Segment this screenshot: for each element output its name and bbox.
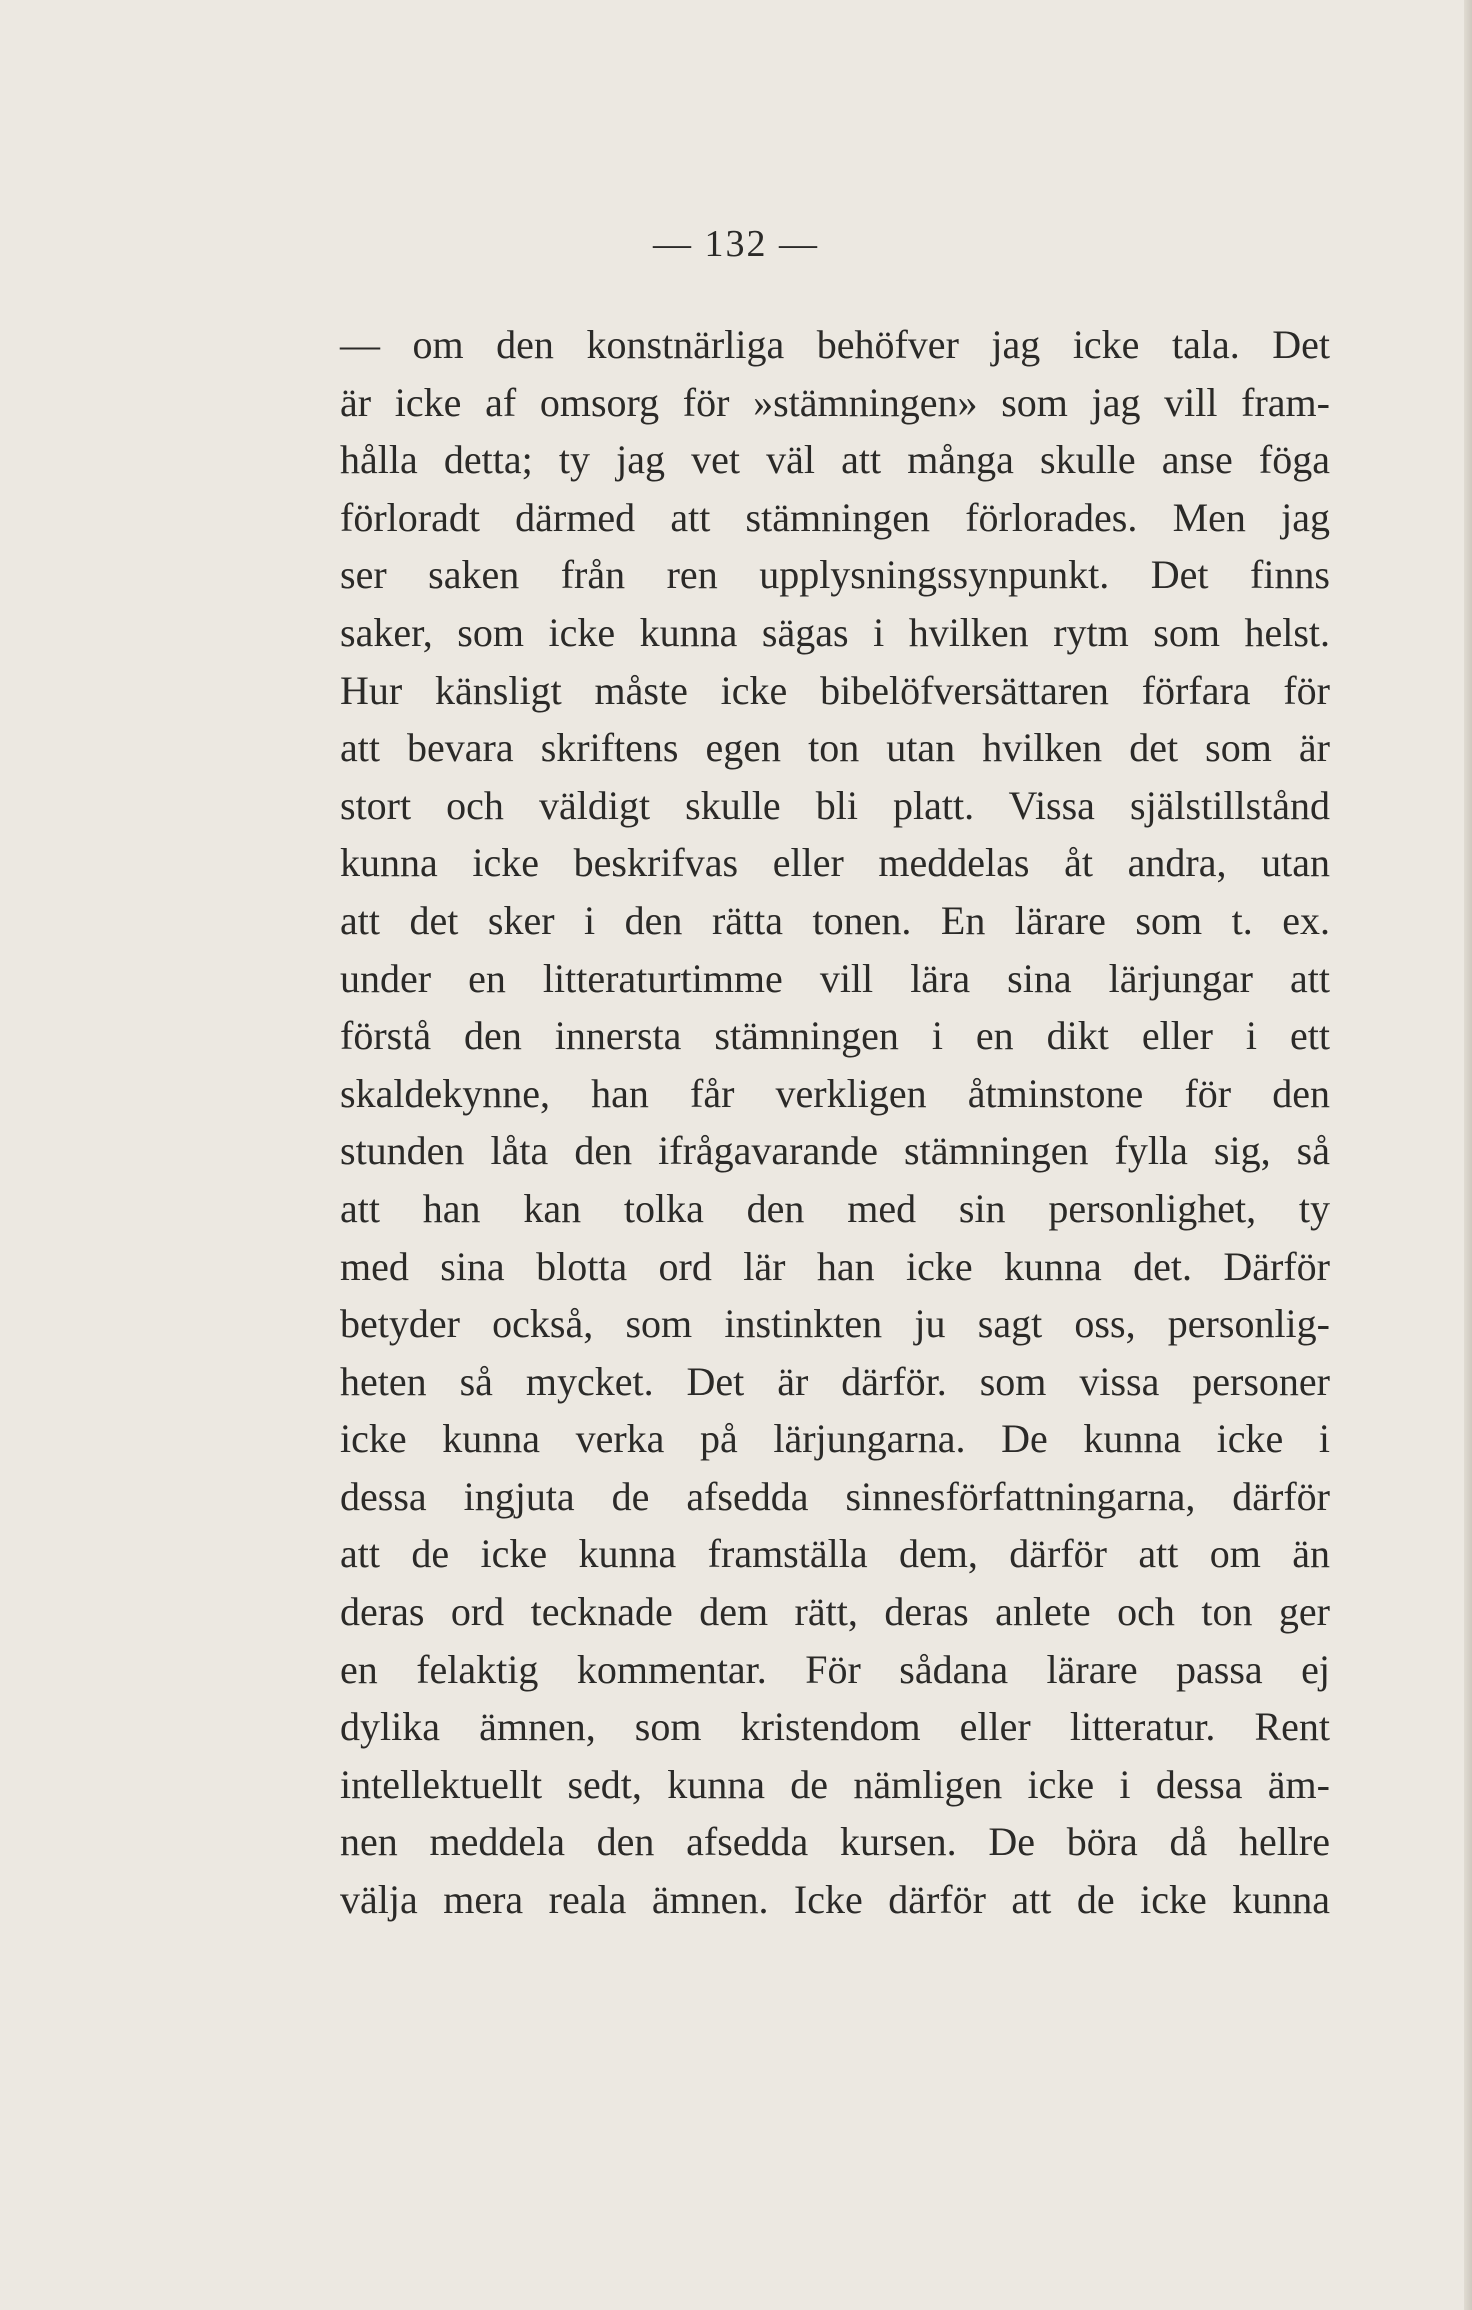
text-line: att det sker i den rätta tonen. En lärare som t. ex.	[340, 897, 1330, 943]
text-line: heten så mycket. Det är därför. som vissa personer	[340, 1358, 1330, 1404]
text-line: nen meddela den afsedda kursen. De böra då hellre	[340, 1819, 1330, 1865]
text-line: stunden låta den ifrågavarande stämningen fylla sig, så	[340, 1128, 1330, 1174]
text-line: hålla detta; ty jag vet väl att många skulle anse föga	[340, 437, 1330, 483]
page-edge	[1464, 0, 1472, 2310]
text-line: betyder också, som instinkten ju sagt oss, personlig-	[340, 1301, 1330, 1347]
text-line: att de icke kunna framställa dem, därför att om än	[340, 1531, 1330, 1577]
text-line: att han kan tolka den med sin personlighet, ty	[340, 1185, 1330, 1231]
text-line: dessa ingjuta de afsedda sinnesförfattningarna, därför	[340, 1473, 1330, 1519]
text-line: ser saken från ren upplysningssynpunkt. Det finns	[340, 552, 1330, 598]
text-line: intellektuellt sedt, kunna de nämligen icke i dessa äm-	[340, 1761, 1330, 1807]
text-line: skaldekynne, han får verkligen åtminstone för den	[340, 1070, 1330, 1116]
text-line: en felaktig kommentar. För sådana lärare passa ej	[340, 1646, 1330, 1692]
body-text	[340, 316, 1330, 1929]
text-line: deras ord tecknade dem rätt, deras anlete och ton ger	[340, 1589, 1330, 1635]
text-line: förstå den innersta stämningen i en dikt eller i ett	[340, 1013, 1330, 1059]
text-line: under en litteraturtimme vill lära sina lärjungar att	[340, 955, 1330, 1001]
text-line: icke kunna verka på lärjungarna. De kunna icke i	[340, 1416, 1330, 1462]
text-line: dylika ämnen, som kristendom eller litteratur. Rent	[340, 1704, 1330, 1750]
text-line: — om den konstnärliga behöfver jag icke tala. Det	[340, 322, 1330, 367]
text-line: Hur känsligt måste icke bibelöfversättaren förfara för	[340, 667, 1330, 713]
text-line: förloradt därmed att stämningen förlorades. Men jag	[340, 494, 1330, 540]
text-line: är icke af omsorg för »stämningen» som jag vill fram-	[340, 379, 1330, 425]
page-number: — 132 —	[653, 223, 819, 265]
text-line: kunna icke beskrifvas eller meddelas åt andra, utan	[340, 840, 1330, 886]
text-line: med sina blotta ord lär han icke kunna det. Därför	[340, 1243, 1330, 1289]
text-line: saker, som icke kunna sägas i hvilken rytm som helst.	[340, 609, 1330, 655]
text-line: välja mera reala ämnen. Icke därför att de icke kunna	[340, 1877, 1330, 1923]
text-line: stort och väldigt skulle bli platt. Vissa själstillstånd	[340, 782, 1330, 828]
text-line: att bevara skriftens egen ton utan hvilken det som är	[340, 725, 1330, 771]
